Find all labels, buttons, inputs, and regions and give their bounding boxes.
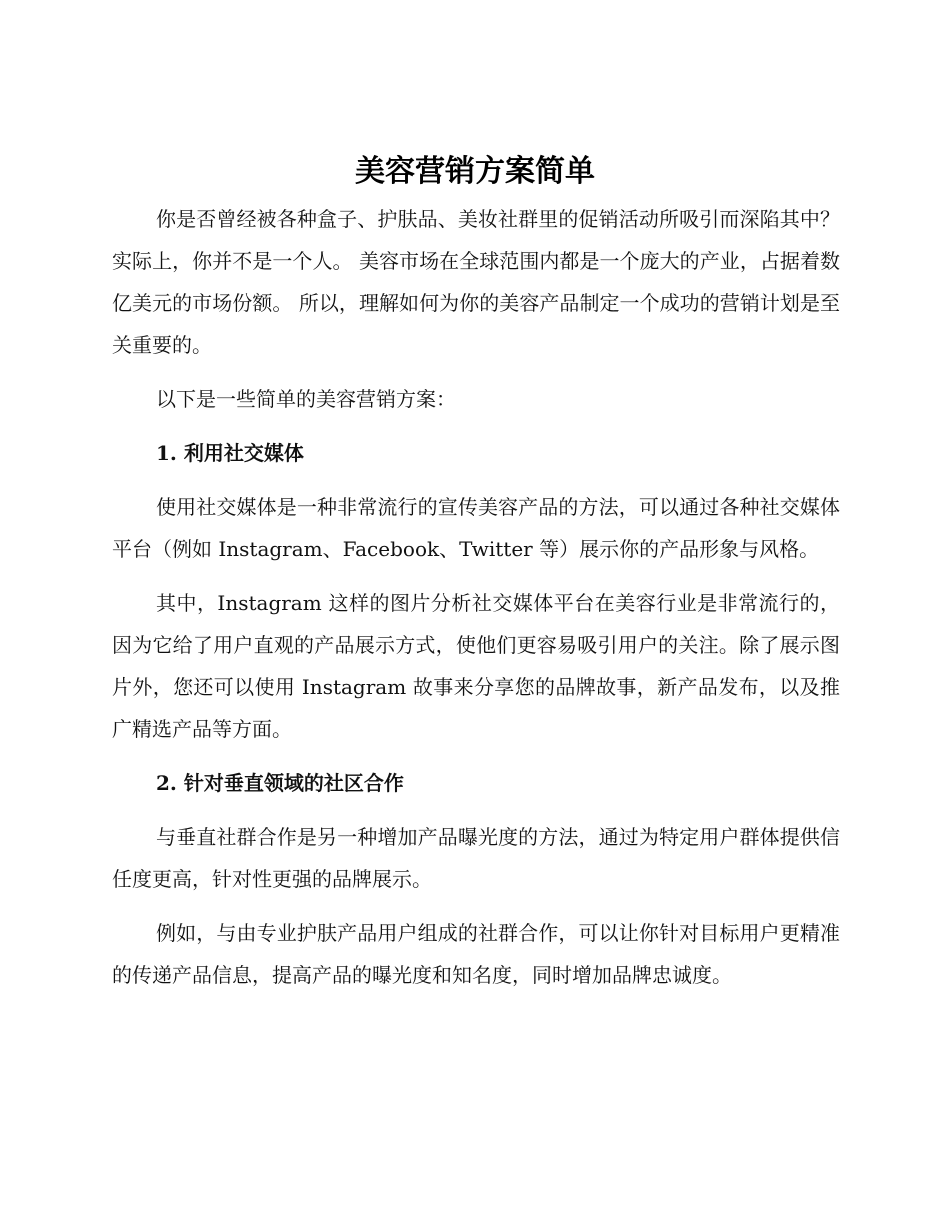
section-heading-social-media: 1. 利用社交媒体 <box>156 441 304 465</box>
section-heading-vertical-community: 2. 针对垂直领域的社区合作 <box>156 771 404 795</box>
vertical-community-paragraph-2: 例如，与由专业护肤产品用户组成的社群合作，可以让你针对目标用户更精准的传递产品信息，提高产品的曝光度和知名度，同时增加品牌忠诚度。 <box>112 921 840 987</box>
lead-paragraph: 以下是一些简单的美容营销方案： <box>156 387 456 411</box>
social-media-paragraph-1: 使用社交媒体是一种非常流行的宣传美容产品的方法，可以通过各种社交媒体平台（例如 Instagram、Facebook、Twitter 等）展示你的产品形象与风格。 <box>112 495 840 561</box>
document-title: 美容营销方案简单 <box>355 154 595 189</box>
social-media-paragraph-2: 其中，Instagram 这样的图片分析社交媒体平台在美容行业是非常流行的，因为它给了用户直观的产品展示方式，使他们更容易吸引用户的关注。除了展示图片外，您还可以使用 Instagram 故事来分享您的品牌故事，新产品发布，以及推广精选产品等方面。 <box>112 591 840 741</box>
intro-paragraph: 你是否曾经被各种盒子、护肤品、美妆社群里的促销活动所吸引而深陷其中？实际上，你并不是一个人。 美容市场在全球范围内都是一个庞大的产业，占据着数亿美元的市场份额。 所以，理解如何为你的美容产品制定一个成功的营销计划是至关重要的。 <box>112 207 840 357</box>
document-body <box>112 198 840 1008</box>
vertical-community-paragraph-1: 与垂直社群合作是另一种增加产品曝光度的方法，通过为特定用户群体提供信任度更高，针对性更强的品牌展示。 <box>112 825 840 891</box>
